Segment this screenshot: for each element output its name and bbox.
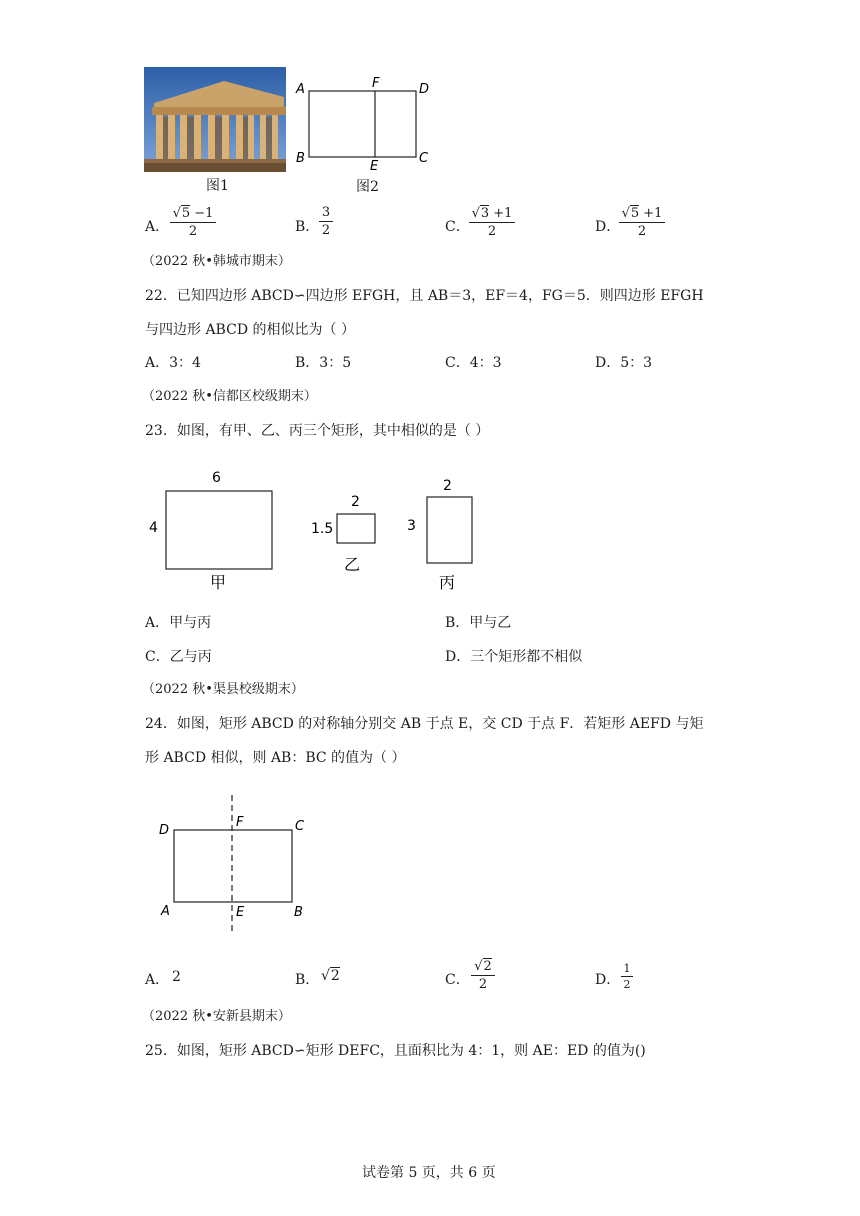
q21-option-d-fraction: √5 +1 2 — [619, 205, 665, 239]
bing-side-length: 3 — [407, 518, 416, 534]
q24-option-d-fraction: 1 2 — [621, 962, 633, 991]
yi-side-length: 1.5 — [311, 521, 334, 537]
q22-option-c[interactable]: C．4：3 — [445, 355, 502, 371]
q24-rectangle-figure — [150, 790, 320, 940]
source-note-22: （2022 秋•韩城市期末） — [142, 254, 291, 269]
label-b: B — [294, 905, 303, 920]
rect-yi — [337, 514, 375, 543]
parthenon-image — [144, 67, 286, 172]
bing-name: 丙 — [439, 573, 456, 592]
bing-top-length: 2 — [443, 478, 452, 494]
q24-option-a-letter[interactable]: A． — [145, 972, 170, 988]
q24-option-c-fraction: √2 2 — [471, 958, 495, 992]
figure-2-caption: 图2 — [356, 179, 379, 195]
q22-stem-line-1: 22．已知四边形 ABCD∽四边形 EFGH，且 AB＝3，EF＝4，FG＝5．则四边形 EFGH — [145, 288, 704, 304]
label-f: F — [372, 76, 380, 91]
q23-rectangles-figure — [140, 460, 500, 595]
label-d: D — [419, 82, 430, 97]
q24-option-a-value: 2 — [172, 969, 181, 985]
q21-option-c-fraction: √3 +1 2 — [469, 205, 515, 239]
figure-1-caption: 图1 — [206, 178, 229, 194]
label-c: C — [419, 151, 429, 166]
rect-jia — [166, 491, 272, 569]
source-note-23: （2022 秋•信都区校级期末） — [142, 389, 317, 404]
label-d: D — [159, 823, 170, 838]
q23-option-d[interactable]: D．三个矩形都不相似 — [445, 649, 583, 665]
q24-option-b-value: √2 — [321, 968, 340, 984]
q23-option-c[interactable]: C．乙与丙 — [145, 649, 212, 665]
q24-stem-line-2: 形 ABCD 相似，则 AB：BC 的值为（ ） — [145, 750, 406, 766]
rect-abcd — [309, 91, 416, 157]
jia-top-length: 6 — [212, 470, 221, 486]
q23-stem: 23．如图，有甲、乙、丙三个矩形，其中相似的是（ ） — [145, 423, 490, 439]
q21-option-a-letter[interactable]: A． — [145, 219, 170, 235]
label-b: B — [296, 151, 305, 166]
q21-option-d-letter[interactable]: D． — [595, 219, 621, 235]
parthenon-photo — [144, 67, 286, 172]
q24-stem-line-1: 24．如图，矩形 ABCD 的对称轴分别交 AB 于点 E，交 CD 于点 F．若矩形 AEFD 与矩 — [145, 716, 704, 732]
yi-name: 乙 — [344, 555, 361, 574]
label-a: A — [296, 82, 305, 97]
jia-name: 甲 — [210, 573, 227, 592]
source-note-24: （2022 秋•渠县校级期末） — [142, 682, 304, 697]
label-e: E — [236, 905, 245, 920]
q23-option-b[interactable]: B．甲与乙 — [445, 615, 512, 631]
page-footer: 试卷第 5 页，共 6 页 — [362, 1165, 496, 1181]
q21-option-a-fraction: √5 −1 2 — [170, 205, 216, 239]
yi-top-length: 2 — [351, 494, 360, 510]
q25-stem: 25．如图，矩形 ABCD∽矩形 DEFC，且面积比为 4：1，则 AE：ED 的值为() — [145, 1043, 646, 1059]
label-e: E — [370, 159, 379, 174]
source-note-25: （2022 秋•安新县期末） — [142, 1009, 291, 1024]
label-f: F — [236, 815, 244, 830]
label-c: C — [295, 819, 305, 834]
q22-option-d[interactable]: D．5：3 — [595, 355, 653, 371]
q21-option-b-fraction: 3 2 — [319, 205, 333, 238]
q21-option-b-letter[interactable]: B． — [295, 219, 320, 235]
q21-option-c-letter[interactable]: C． — [445, 219, 470, 235]
q23-option-a[interactable]: A．甲与丙 — [145, 615, 212, 631]
q24-option-c-letter[interactable]: C． — [445, 972, 470, 988]
q22-option-a[interactable]: A．3：4 — [145, 355, 201, 371]
label-a: A — [161, 904, 170, 919]
rect-bing — [427, 497, 472, 563]
q22-option-b[interactable]: B．3：5 — [295, 355, 352, 371]
q24-option-d-letter[interactable]: D． — [595, 972, 621, 988]
rect-abcd — [174, 830, 292, 902]
q22-stem-line-2: 与四边形 ABCD 的相似比为（ ） — [145, 322, 355, 338]
q24-option-b-letter[interactable]: B． — [295, 972, 320, 988]
jia-side-length: 4 — [149, 520, 158, 536]
figure-2-rectangle-diagram — [290, 72, 440, 180]
